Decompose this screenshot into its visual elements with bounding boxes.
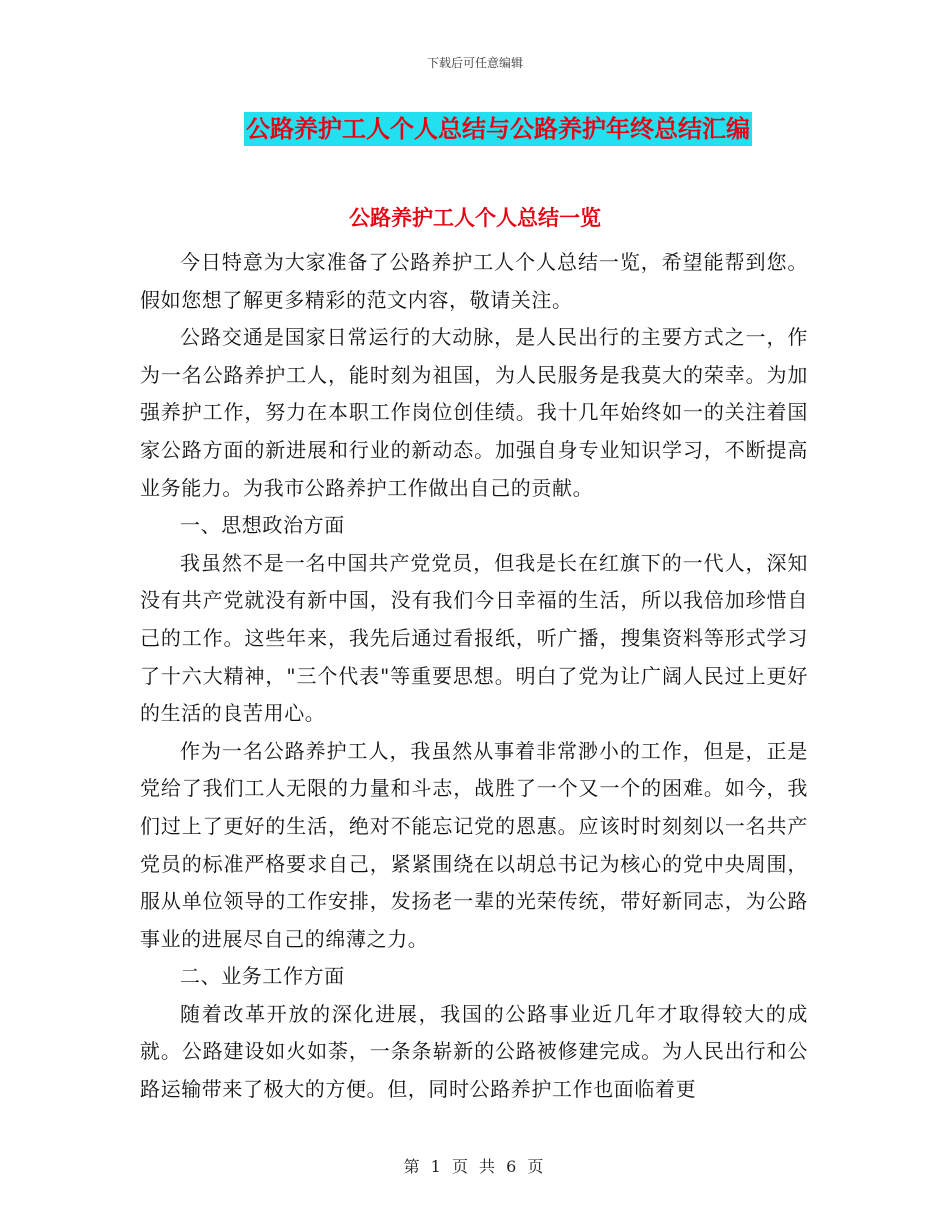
footer-suffix: 页 [527,1157,547,1176]
paragraph-overview: 公路交通是国家日常运行的大动脉，是人民出行的主要方式之一，作为一名公路养护工人，能时刻为祖国，为人民服务是我莫大的荣幸。为加强养护工作，努力在本职工作岗位创佳绩。我十几年始终如一的关注着国家公路方面的新进展和行业的新动态。加强自身专业知识学习，不断提高业务能力。为我市公路养护工作做出自己的贡献。 [140,325,808,500]
footer-page-number: 1 [430,1157,444,1176]
footer-total-pages: 6 [506,1157,520,1176]
page-footer [0,1154,950,1177]
header-note: 下载后可任意编辑 [426,56,523,70]
paragraph-work-1: 随着改革开放的深化进展，我国的公路事业近几年才取得较大的成就。公路建设如火如荼，一条条崭新的公路被修建完成。为人民出行和公路运输带来了极大的方便。但，同时公路养护工作也面临着更 [140,1001,808,1102]
section-heading-political: 一、思想政治方面 [180,513,345,538]
main-title-wrapper [0,112,950,146]
footer-mid: 页 共 [451,1157,499,1176]
paragraph-political-1: 我虽然不是一名中国共产党党员，但我是长在红旗下的一代人，深知没有共产党就没有新中国，没有我们今日幸福的生活，所以我倍加珍惜自己的工作。这些年来，我先后通过看报纸，听广播，搜集资料等形式学习了十六大精神，"三个代表"等重要思想。明白了党为让广阔人民过上更好的生活的良苦用心。 [140,550,808,726]
sub-title: 公路养护工人个人总结一览 [349,206,601,230]
paragraph-intro: 今日特意为大家准备了公路养护工人个人总结一览，希望能帮到您。假如您想了解更多精彩的范文内容，敬请关注。 [140,250,808,312]
footer-prefix: 第 [403,1157,423,1176]
document-body [140,244,808,1109]
section-heading-work: 二、业务工作方面 [180,964,345,989]
paragraph-political-2: 作为一名公路养护工人，我虽然从事着非常渺小的工作，但是，正是党给了我们工人无限的力量和斗志，战胜了一个又一个的困难。如今，我们过上了更好的生活，绝对不能忘记党的恩惠。应该时时刻刻以一名共产党员的标准严格要求自己，紧紧围绕在以胡总书记为核心的党中央周围，服从单位领导的工作安排，发扬老一辈的光荣传统，带好新同志，为公路事业的进展尽自己的绵薄之力。 [140,738,808,951]
main-title: 公路养护工人个人总结与公路养护年终总结汇编 [244,112,752,146]
